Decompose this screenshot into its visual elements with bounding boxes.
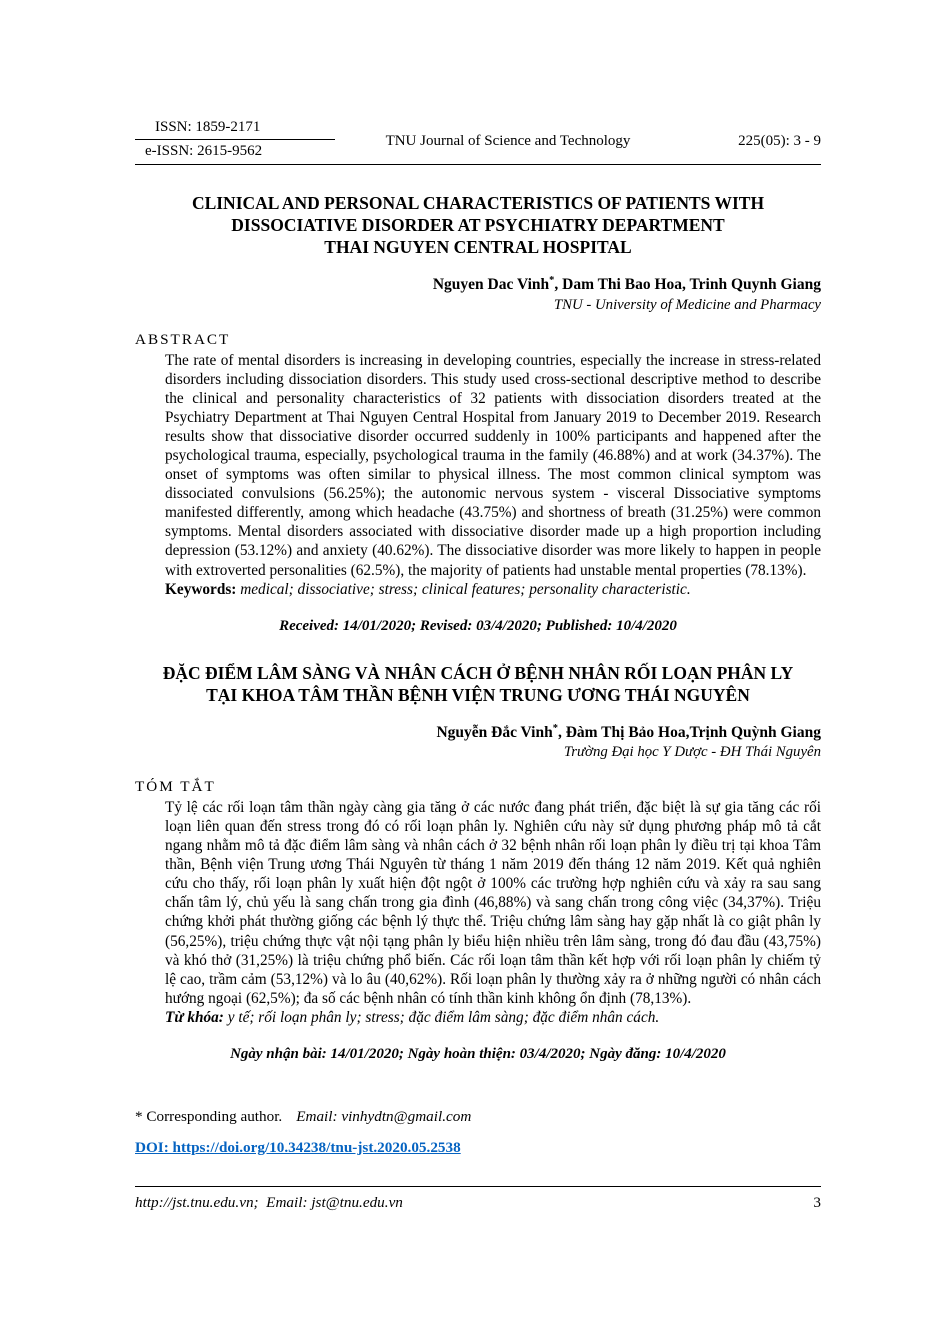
doi-link[interactable]: DOI: https://doi.org/10.34238/tnu-jst.2020.05.2538 <box>135 1139 461 1156</box>
footnote-block <box>135 1108 821 1157</box>
article-title-en-line1: CLINICAL AND PERSONAL CHARACTERISTICS OF PATIENTS WITH <box>191 193 765 213</box>
corresponding-email: Email: vinhydtn@gmail.com <box>296 1108 472 1125</box>
keywords-text-en: medical; dissociative; stress; clinical features; personality characteristic. <box>240 580 691 598</box>
dates-vi: Ngày nhận bài: 14/01/2020; Ngày hoàn thiện: 03/4/2020; Ngày đăng: 10/4/2020 <box>230 1046 726 1063</box>
authors-vi <box>135 719 821 742</box>
page-content <box>135 118 821 1064</box>
eissn: e-ISSN: 2615-9562 <box>145 143 263 159</box>
page-footer <box>135 1186 821 1212</box>
corresponding-author-note <box>135 1108 821 1126</box>
dates-en: Received: 14/01/2020; Revised: 03/4/2020; Published: 10/4/2020 <box>279 617 677 634</box>
author-name-en: Nguyen Dac Vinh <box>432 276 550 294</box>
corresponding-author-marker-vi: * <box>552 722 558 734</box>
corresponding-author-marker-en: * <box>549 275 555 287</box>
article-title-en-line3: THAI NGUYEN CENTRAL HOSPITAL <box>324 236 632 257</box>
abstract-text-en: The rate of mental disorders is increasing in developing countries, especially the increase in stress-related disorders including dissociation disorders. This study used cross-sectional descriptive method to describe the clinical and personality characteristics of 32 patients with dissociation disorders treated at the Psychiatry Department at Thai Nguyen Central Hospital from January 2019 to December 2019. Research results show that dissociative disorder occurred suddenly in 100% participants and happened after the psychological trauma, especially, psychological trauma in the family (46.88%) and at work (34.37%). The onset of symptoms was often similar to physical illness. The most common clinical symptom was dissociated convulsions (56.25%); the autonomic nervous system - visceral Dissociative symptoms manifested differently, among which headache (43.75%) and shortness of breath (31.25%) were common symptoms. Mental disorders associated with dissociative disorder made up a high proportion including depression (53.12%) and anxiety (40.62%). The dissociative disorder was more likely to happen in people with extroverted personalities (62.5%), the majority of patients had unstable mental properties (78.13%). <box>165 351 821 579</box>
keywords-text-vi: y tế; rối loạn phân ly; stress; đặc điểm lâm sàng; đặc điểm nhân cách. <box>227 1008 660 1026</box>
article-title-en-line2: DISSOCIATIVE DISORDER AT PSYCHIATRY DEPARTMENT <box>231 214 725 235</box>
footer-journal-url: http://jst.tnu.edu.vn; Email: jst@tnu.edu.vn <box>135 1194 403 1211</box>
keywords-vi <box>165 1008 821 1027</box>
authors-rest-vi: , Đàm Thị Bảo Hoa,Trịnh Quỳnh Giang <box>557 723 821 741</box>
authors-en <box>135 271 821 294</box>
authors-rest-en: , Dam Thi Bao Hoa, Trinh Quynh Giang <box>554 276 821 294</box>
affiliation-vi: Trường Đại học Y Dược - ĐH Thái Nguyên <box>563 743 821 760</box>
keywords-en <box>165 580 821 599</box>
article-title-en <box>135 193 821 258</box>
issn-block <box>135 118 335 164</box>
article-title-vi-line2: TẠI KHOA TÂM THẦN BỆNH VIỆN TRUNG ƯƠNG THÁI NGUYÊN <box>206 684 750 705</box>
article-title-vi-line1: ĐẶC ĐIỂM LÂM SÀNG VÀ NHÂN CÁCH Ở BỆNH NHÂN RỐI LOẠN PHÂN LY <box>162 662 794 683</box>
abstract-heading-en: ABSTRACT <box>135 330 231 348</box>
abstract-heading-vi: TÓM TẮT <box>135 777 216 795</box>
abstract-text-vi: Tỷ lệ các rối loạn tâm thần ngày càng gia tăng ở các nước đang phát triển, đặc biệt là sự gia tăng các rối loạn liên quan đến stress trong đó có rối loạn phân ly. Nghiên cứu này sử dụng phương pháp mô tả cắt ngang nhằm mô tả đặc điểm lâm sàng và nhân cách ở 32 bệnh nhân rối loạn phân ly điều trị tại khoa Tâm thần, Bệnh viện Trung ương Thái Nguyên từ tháng 1 năm 2019 đến tháng 12 năm 2019. Kết quả nghiên cứu cho thấy, rối loạn phân ly xuất hiện đột ngột ở 100% các trường hợp nghiên cứu và xảy ra sau sang chấn tâm lý, chủ yếu là sang chấn trong gia đình (46,88%) và sang chấn trong công việc (34,37%). Triệu chứng khởi phát thường giống các bệnh lý thực thể. Triệu chứng lâm sàng hay gặp nhất là co giật phân ly (56,25%), triệu chứng thực vật nội tạng phân ly biểu hiện nhiều trên lâm sàng, trong đó đau đầu (43,75%) và khó thở (31,25%) là triệu chứng phổ biến. Các rối loạn tâm thần kết hợp với rối loạn phân ly chiếm tỷ lệ cao, trầm cảm (53,12%) và lo âu (40,62%). Rối loạn phân ly thường xảy ra ở những người có nhân cách hướng ngoại (62,5%); đa số các bệnh nhân có tính thần kinh không ổn định (78,13%). <box>165 798 821 1007</box>
page-number: 3 <box>813 1194 821 1211</box>
article-title-vi <box>135 662 821 706</box>
keywords-label-en: Keywords: <box>165 580 241 598</box>
journal-title: TNU Journal of Science and Technology <box>385 132 631 149</box>
issn: ISSN: 1859-2171 <box>135 118 335 140</box>
affiliation-en: TNU - University of Medicine and Pharmacy <box>553 296 821 313</box>
keywords-label-vi: Từ khóa: <box>165 1008 228 1026</box>
issue-pages: 225(05): 3 - 9 <box>738 132 821 149</box>
corresponding-author-text: * Corresponding author. <box>135 1108 283 1125</box>
journal-header <box>135 118 821 165</box>
author-name-vi: Nguyễn Đắc Vinh <box>436 723 553 741</box>
